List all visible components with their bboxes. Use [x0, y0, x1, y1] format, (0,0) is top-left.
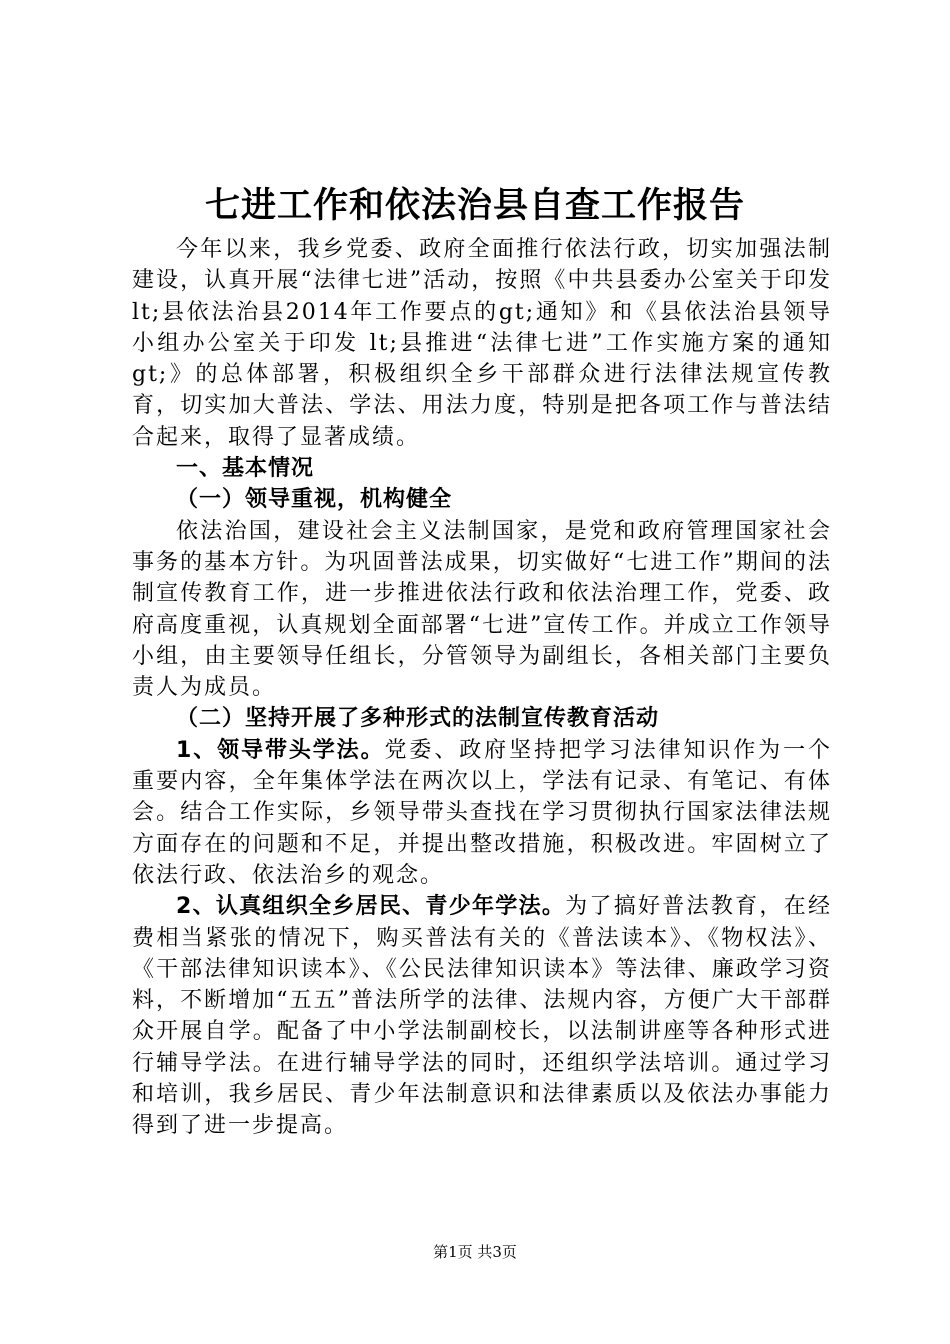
- item2-text: 为了搞好普法教育，在经费相当紧张的情况下，购买普法有关的《普法读本》、《物权法》、《干部法律知识读本》、《公民法律知识读本》等法律、廉政学习资料，不断增加“五五”普法所学的法律、法规内容，方便广大干部群众开展自学。配备了中小学法制副校长，以法制讲座等各种形式进行辅导学法。在进行辅导学法的同时，还组织学法培训。通过学习和培训，我乡居民、青少年法制意识和法律素质以及依法办事能力得到了进一步提高。: [132, 894, 832, 1139]
- document-body: [132, 234, 832, 1142]
- subheading-leadership: （一）领导重视，机构健全: [176, 487, 453, 513]
- section-heading-basic: 一、基本情况: [176, 456, 315, 482]
- intro-paragraph: 今年以来，我乡党委、政府全面推行依法行政，切实加强法制建设，认真开展“法律七进”活动，按照《中共县委办公室关于印发 lt;县依法治县2014年工作要点的gt;通知》和《县依法治县领导小组办公室关于印发 lt;县推进“法律七进”工作实施方案的通知gt;》的总体部署，积极组织全乡干部群众进行法律法规宣传教育，切实加大普法、学法、用法力度，特别是把各项工作与普法结合起来，取得了显著成绩。: [132, 237, 832, 450]
- item2-paragraph: [132, 891, 832, 1141]
- item1-lead: 1、领导带头学法。: [176, 737, 385, 763]
- page-footer: 第1页 共3页: [433, 1243, 517, 1261]
- item1-paragraph: [132, 735, 832, 891]
- item1-text: 党委、政府坚持把学习法律知识作为一个重要内容，全年集体学法在两次以上，学法有记录、有笔记、有体会。结合工作实际，乡领导带头查找在学习贯彻执行国家法律法规方面存在的问题和不足，并提出整改措施，积极改进。牢固树立了依法行政、依法治乡的观念。: [132, 737, 832, 888]
- item2-lead: 2、认真组织全乡居民、青少年学法。: [176, 894, 566, 920]
- document-title: 七进工作和依法治县自查工作报告: [204, 185, 745, 226]
- subheading-activities: （二）坚持开展了多种形式的法制宣传教育活动: [176, 706, 660, 732]
- leadership-paragraph: 依法治国，建设社会主义法制国家，是党和政府管理国家社会事务的基本方针。为巩固普法成果，切实做好“七进工作”期间的法制宣传教育工作，进一步推进依法行政和依法治理工作，党委、政府高度重视，认真规划全面部署“七进”宣传工作。并成立工作领导小组，由主要领导任组长，分管领导为副组长，各相关部门主要负责人为成员。: [132, 518, 832, 701]
